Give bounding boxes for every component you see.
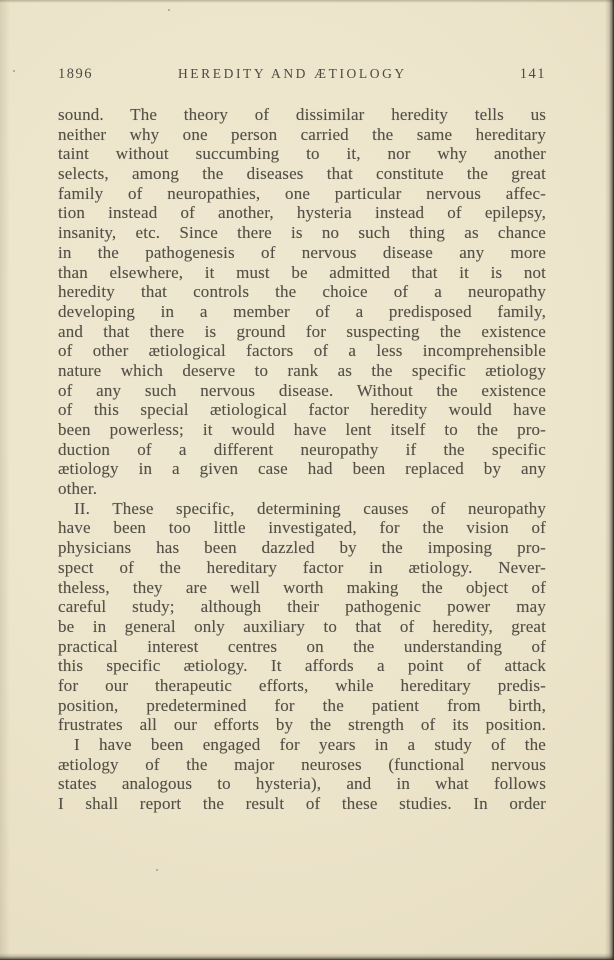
- text-line: in the pathogenesis of nervous disease any more: [58, 242, 546, 262]
- text-line: practical interest centres on the understanding of: [58, 636, 546, 656]
- photo-edge-bottom: [0, 953, 614, 960]
- text-line: developing in a member of a predisposed family,: [58, 301, 546, 321]
- text-line: careful study; although their pathogenic power may: [58, 597, 546, 617]
- paper-speck: [168, 9, 170, 11]
- text-line: I shall report the result of these studies. In order: [58, 794, 546, 814]
- text-line: states analogous to hysteria), and in what follows: [58, 774, 546, 794]
- text-line: than elsewhere, it must be admitted that it is not: [58, 262, 546, 282]
- text-line: physicians has been dazzled by the imposing pro-: [58, 538, 546, 558]
- running-head-title: HEREDITY AND ÆTIOLOGY: [177, 66, 407, 81]
- page-edge-shadow-top: [0, 0, 614, 3]
- text-line: ætiology of the major neuroses (functional nervous: [58, 754, 546, 774]
- text-line: frustrates all our efforts by the strength of its position.: [58, 715, 546, 735]
- page-edge-shadow-left: [0, 0, 10, 960]
- text-line: of other ætiological factors of a less incomprehensible: [58, 341, 546, 361]
- text-line: selects, among the diseases that constitute the great: [58, 164, 546, 184]
- text-line: have been too little investigated, for the vision of: [58, 518, 546, 538]
- text-line: spect of the hereditary factor in ætiology. Never-: [58, 557, 546, 577]
- text-line: neither why one person carried the same hereditary: [58, 124, 546, 144]
- page-body: [58, 105, 546, 814]
- text-line: position, predetermined for the patient from birth,: [58, 695, 546, 715]
- text-line: of any such nervous disease. Without the existence: [58, 380, 546, 400]
- text-line: II. These specific, determining causes of neuropathy: [74, 498, 546, 518]
- header-year: 1896: [58, 66, 93, 82]
- text-line: family of neuropathies, one particular nervous affec-: [58, 183, 546, 203]
- text-line: for our therapeutic efforts, while hereditary predis-: [58, 675, 546, 695]
- text-line: and that there is ground for suspecting the existence: [58, 321, 546, 341]
- running-header: [58, 66, 546, 83]
- header-page-number: 141: [519, 66, 546, 82]
- text-line: sound. The theory of dissimilar heredity tells us: [58, 105, 546, 124]
- text-line: tion instead of another, hysteria instead of epilepsy,: [58, 203, 546, 223]
- text-line: this specific ætiology. It affords a point of attack: [58, 656, 546, 676]
- text-line: insanity, etc. Since there is no such thing as chance: [58, 223, 546, 243]
- text-line: been powerless; it would have lent itself to the pro-: [58, 420, 546, 439]
- text-line: ætiology in a given case had been replaced by any: [58, 459, 546, 479]
- photo-edge-right: [605, 0, 614, 960]
- text-line: heredity that controls the choice of a neuropathy: [58, 282, 546, 302]
- text-line: taint without succumbing to it, nor why another: [58, 144, 546, 164]
- text-line: I have been engaged for years in a study of the: [74, 735, 546, 754]
- text-block: [58, 66, 546, 814]
- text-line: other.: [58, 479, 98, 499]
- paper-speck: [156, 869, 158, 871]
- text-line: theless, they are well worth making the object of: [58, 577, 546, 597]
- paper-speck: [13, 70, 15, 72]
- text-line: nature which deserve to rank as the specific ætiology: [58, 360, 546, 380]
- text-line: of this special ætiological factor heredity would have: [58, 400, 546, 420]
- text-line: duction of a different neuropathy if the specific: [58, 439, 546, 459]
- text-line: be in general only auxiliary to that of heredity, great: [58, 616, 546, 636]
